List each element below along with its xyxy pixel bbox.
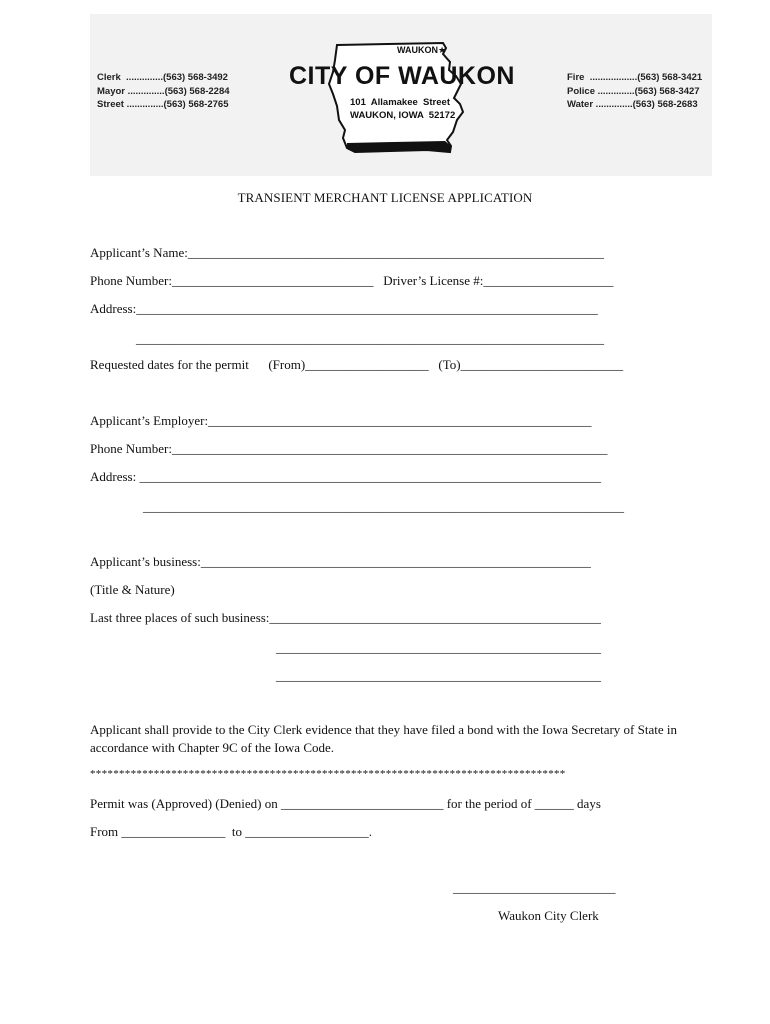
business-field[interactable]: Applicant’s business:____________________________________________________________ — [90, 554, 591, 569]
contact-street: Street ..............(563) 568-2765 — [97, 99, 229, 110]
form-title: TRANSIENT MERCHANT LICENSE APPLICATION — [237, 190, 533, 205]
contact-mayor: Mayor ..............(563) 568-2284 — [97, 85, 230, 97]
employer-address-cont-field[interactable]: __________________________________________________________________________ — [143, 499, 624, 514]
signature-line[interactable]: _________________________ — [453, 880, 616, 895]
city-title: CITY OF WAUKON — [289, 62, 515, 90]
left-contacts — [97, 71, 230, 112]
contact-water: Water ..............(563) 568-2683 — [567, 99, 698, 110]
contact-clerk: Clerk ..............(563) 568-3492 — [97, 72, 228, 83]
applicant-name-field[interactable]: Applicant’s Name:________________________________________________________________ — [90, 245, 604, 260]
right-contacts — [567, 71, 702, 112]
last-places-cont-field-2[interactable]: __________________________________________________ — [276, 668, 601, 683]
separator-stars: ********************************************************************************** — [90, 768, 566, 780]
applicant-address-cont-field[interactable]: ________________________________________________________________________ — [136, 331, 604, 346]
permit-status-field[interactable]: Permit was (Approved) (Denied) on _________________________ for the period of ______ days — [90, 796, 601, 811]
last-places-field[interactable]: Last three places of such business:___________________________________________________ — [90, 610, 601, 625]
requested-dates-field[interactable]: Requested dates for the permit (From)___________________ (To)_________________________ — [90, 357, 624, 372]
applicant-address-field[interactable]: Address:_______________________________________________________________________ — [90, 301, 598, 316]
phone-driver-field[interactable]: Phone Number:_______________________________ Driver’s License #:____________________ — [90, 273, 614, 288]
address-line-2: WAUKON, IOWA 52172 — [350, 109, 456, 121]
letterhead-address — [350, 97, 455, 122]
employer-address-field[interactable]: Address: _______________________________________________________________________ — [90, 469, 601, 484]
bond-notice: Applicant shall provide to the City Clerk evidence that they have filed a bond with the Iowa Secretary of State in accordance with Chapter 9C of the Iowa Code. — [90, 722, 677, 755]
contact-police: Police ..............(563) 568-3427 — [567, 85, 700, 97]
from-to-field[interactable]: From ________________ to ___________________. — [90, 824, 373, 839]
last-places-cont-field-1[interactable]: __________________________________________________ — [276, 640, 601, 655]
employer-phone-field[interactable]: Phone Number:___________________________________________________________________ — [90, 441, 608, 456]
title-nature-label: (Title & Nature) — [90, 582, 175, 597]
contact-fire: Fire ..................(563) 568-3421 — [567, 72, 703, 83]
employer-field[interactable]: Applicant’s Employer:___________________________________________________________ — [90, 413, 592, 428]
map-town-label: WAUKON★ — [397, 45, 447, 55]
address-line-1: 101 Allamakee Street — [350, 97, 450, 108]
signature-label: Waukon City Clerk — [498, 908, 599, 923]
